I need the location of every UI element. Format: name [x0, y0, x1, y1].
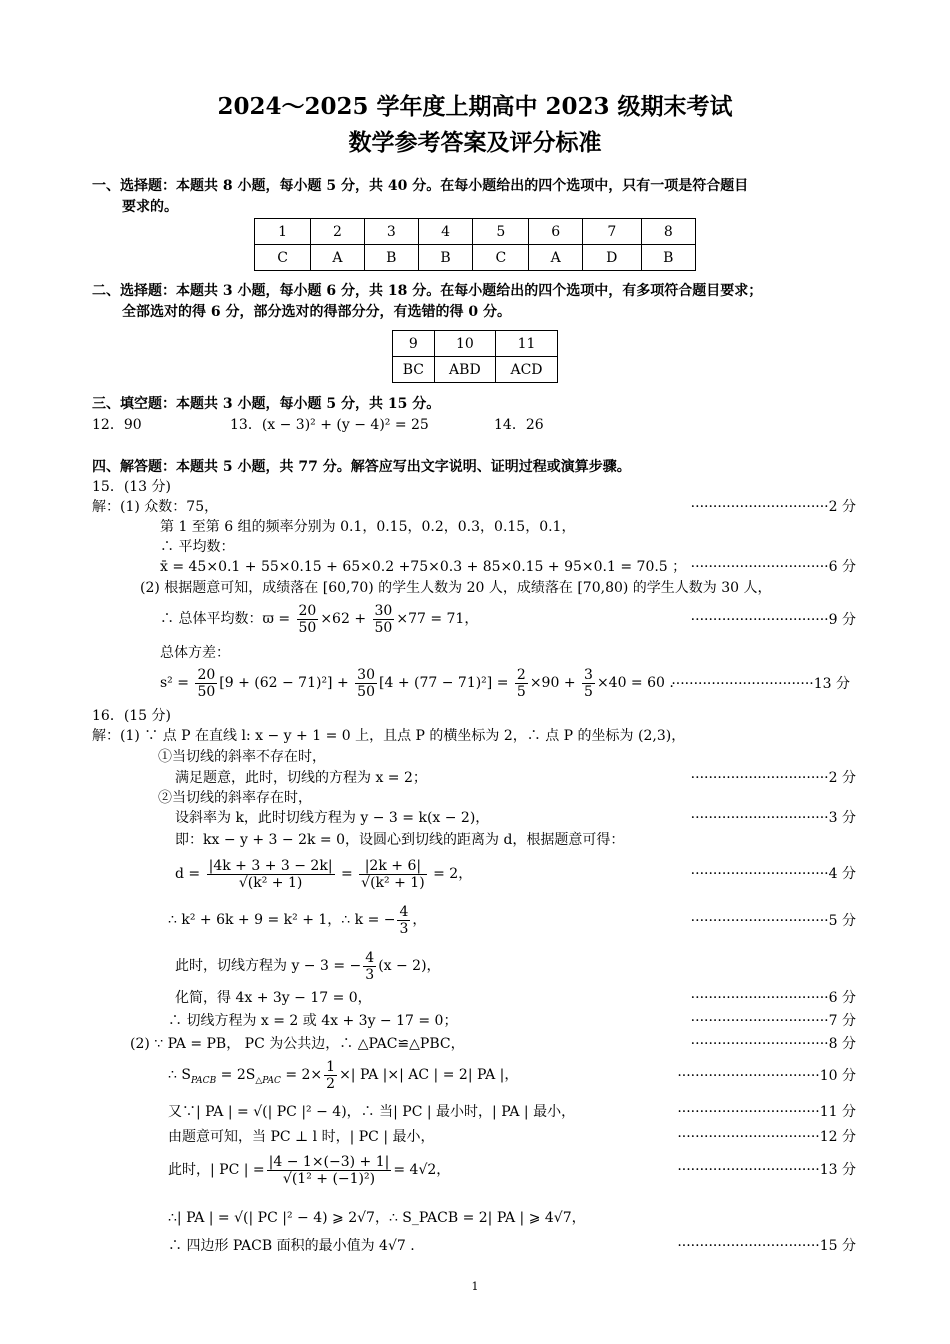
- exam-title: 2024～2025 学年度上期高中 2023 级期末考试: [217, 93, 733, 120]
- table-cell: ACD: [495, 357, 557, 383]
- table-cell: 4: [418, 219, 472, 245]
- table-cell: D: [582, 245, 641, 271]
- table-cell: A: [311, 245, 364, 271]
- table-cell: C: [473, 245, 529, 271]
- q16-slope-formula: ∴ k² + 6k + 9 = k² + 1，∴ k = − $\frac{4}{3}$ ，: [168, 903, 427, 937]
- q16-line: 满足题意，此时，切线的方程为 x = 2；: [175, 770, 427, 786]
- q15-points: ································13 分: [671, 676, 850, 692]
- table-row: [393, 357, 558, 383]
- q15-line: x̄ = 45×0.1 + 55×0.15 + 65×0.2 +75×0.3 + 85×0.15 + 95×0.1 = 70.5 ；: [160, 559, 687, 575]
- q16-points: ································15 分: [677, 1238, 856, 1254]
- q16-points: ·······························8 分: [690, 1036, 856, 1052]
- table-cell: 10: [434, 331, 495, 357]
- q15-line: (2) 根据题意可知，成绩落在 [60,70) 的学生人数为 20 人，成绩落在 [70,80) 的学生人数为 30 人，: [140, 580, 772, 596]
- q16-line: 由题意可知，当 PC ⊥ l 时，| PC | 最小，: [168, 1129, 435, 1145]
- q16-points: ·······························2 分: [690, 770, 856, 786]
- table-cell: 11: [495, 331, 557, 357]
- table-cell: B: [364, 245, 418, 271]
- q15-points: ·······························2 分: [690, 499, 856, 515]
- section4-heading: 四、解答题：本题共 5 小题，共 77 分。解答应写出文字说明、证明过程或演算步骤。: [92, 459, 631, 475]
- table-cell: 9: [393, 331, 435, 357]
- q16-area-formula: ∴ $S_{PACB} = 2S_{\triangle PAC} = 2\times$ $\frac{1}{2}$ ×| PA |×| AC | = 2| PA |，: [168, 1058, 519, 1092]
- q16-distance-formula: d = $\frac{|4k + 3 + 3 - 2k|}{\text{√(k² + 1)}}$ = $\frac{|2k + 6|}{\text{√(k² + 1)}}$ = 2，: [175, 857, 473, 891]
- q16-line: 又∵| PA | = √(| PC |² − 4)，∴ 当| PC | 最小时，| PA | 最小，: [168, 1104, 576, 1120]
- table-cell: ABD: [434, 357, 495, 383]
- q15-points: ·······························9 分: [690, 612, 856, 628]
- section2-answer-table: [392, 330, 558, 383]
- q16-line: ①当切线的斜率不存在时，: [158, 749, 326, 765]
- exam-subtitle: 数学参考答案及评分标准: [348, 129, 602, 156]
- table-row: [255, 219, 696, 245]
- answer-14: 14．26: [494, 417, 544, 433]
- q16-line: 解：(1) ∵ 点 P 在直线 l: x − y + 1 = 0 上，且点 P 的横坐标为 2，∴ 点 P 的坐标为 (2,3)，: [92, 728, 686, 744]
- table-cell: A: [529, 245, 582, 271]
- section2-heading-cont: 全部选对的得 6 分，部分选对的得部分分，有选错的得 0 分。: [122, 304, 511, 320]
- q16-label: 16．(15 分): [92, 708, 172, 724]
- q16-tangent-formula: 此时，切线方程为 y − 3 = − $\frac{4}{3}$ (x − 2)，: [175, 949, 441, 983]
- q15-line: 总体方差：: [160, 645, 230, 661]
- page-number: 1: [471, 1280, 479, 1293]
- section1-heading-cont: 要求的。: [122, 199, 178, 215]
- table-cell: C: [255, 245, 311, 271]
- q16-line: 即：kx − y + 3 − 2k = 0，设圆心到切线的距离为 d，根据题意可得：: [175, 832, 625, 848]
- q15-line: 解：(1) 众数：75，: [92, 499, 219, 515]
- table-cell: 1: [255, 219, 311, 245]
- q16-points: ·······························7 分: [690, 1013, 856, 1029]
- table-cell: 6: [529, 219, 582, 245]
- q15-line: 第 1 至第 6 组的频率分别为 0.1，0.15，0.2，0.3，0.15，0.1，: [160, 519, 576, 535]
- q15-points: ·······························6 分: [690, 559, 856, 575]
- q16-points: ································13 分: [677, 1162, 856, 1178]
- q16-line: 化简，得 4x + 3y − 17 = 0，: [175, 990, 372, 1006]
- q16-line: (2) ∵ PA = PB， PC 为公共边，∴ △PAC≌△PBC，: [130, 1036, 465, 1052]
- q16-points: ·······························3 分: [690, 810, 856, 826]
- q16-points: ································10 分: [677, 1068, 856, 1084]
- q15-line: ∴ 平均数：: [160, 539, 235, 555]
- answer-12: 12．90: [92, 417, 142, 433]
- q15-variance-formula: s² = $\frac{20}{50}$ [9 + (62 − 71)²] + $\frac{30}{50}$ [4 + (77 − 71)²] = $\frac{2}{5}$ ×90 + $\frac{3}{5}$ ×40 = 60 .: [160, 666, 674, 700]
- table-cell: 5: [473, 219, 529, 245]
- table-cell: 3: [364, 219, 418, 245]
- q15-label: 15．(13 分): [92, 479, 172, 495]
- q16-line: ∴ 四边形 PACB 面积的最小值为 4√7 .: [168, 1238, 415, 1254]
- answer-13: 13．(x − 3)² + (y − 4)² = 25: [230, 417, 429, 433]
- table-cell: 2: [311, 219, 364, 245]
- section1-answer-table: [254, 218, 696, 271]
- table-cell: 7: [582, 219, 641, 245]
- table-cell: BC: [393, 357, 435, 383]
- q16-line: ②当切线的斜率存在时，: [158, 790, 312, 806]
- table-row: [255, 245, 696, 271]
- q16-line: 设斜率为 k，此时切线方程为 y − 3 = k(x − 2)，: [175, 810, 490, 826]
- q15-mean-formula: ∴ 总体平均数：ϖ = $\frac{20}{50}$ ×62 + $\frac{30}{50}$ ×77 = 71，: [160, 602, 479, 636]
- table-cell: B: [418, 245, 472, 271]
- q16-points: ································11 分: [677, 1104, 856, 1120]
- section3-heading: 三、填空题：本题共 3 小题，每小题 5 分，共 15 分。: [92, 396, 441, 412]
- q16-line: ∴| PA | = √(| PC |² − 4) ⩾ 2√7，∴ S_PACB = 2| PA | ⩾ 4√7，: [168, 1210, 586, 1226]
- table-row: [393, 331, 558, 357]
- q16-pc-formula: 此时，| PC | = $\frac{|4 - 1\times(-3) + 1|}{\text{√(1² + (−1)²)}}$ = 4√2，: [168, 1153, 451, 1187]
- q16-points: ································12 分: [677, 1129, 856, 1145]
- table-cell: 8: [641, 219, 695, 245]
- q16-points: ·······························4 分: [690, 866, 856, 882]
- q16-line: ∴ 切线方程为 x = 2 或 4x + 3y − 17 = 0；: [168, 1013, 458, 1029]
- q16-points: ·······························5 分: [690, 913, 856, 929]
- section2-heading: 二、选择题：本题共 3 小题，每小题 6 分，共 18 分。在每小题给出的四个选项中，有多项符合题目要求；: [92, 283, 763, 299]
- section1-heading: 一、选择题：本题共 8 小题，每小题 5 分，共 40 分。在每小题给出的四个选项中，只有一项是符合题目: [92, 178, 749, 194]
- q16-points: ·······························6 分: [690, 990, 856, 1006]
- table-cell: B: [641, 245, 695, 271]
